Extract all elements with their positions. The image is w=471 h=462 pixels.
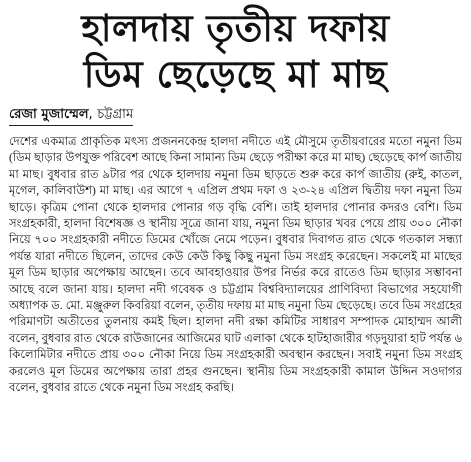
byline-place: চট্টগ্রাম <box>97 107 134 122</box>
byline-author: রেজা মুজাম্মেল <box>9 107 89 122</box>
headline <box>9 6 462 98</box>
headline-line-2: ডিম ছেড়েছে মা মাছ <box>83 53 388 96</box>
article-body: দেশের একমাত্র প্রাকৃতিক মৎস্য প্রজননকেন্দ্র হালদা নদীতে এই মৌসুমে তৃতীয়বারের মতো নমুনা ডিম (ডিম ছাড়ার উপযুক্ত পরিবেশ আছে কিনা সামান্য ডিম ছেড়ে পরীক্ষা করে মা মাছ) ছেড়েছে কার্প জাতীয় মা মাছ। বুধবার রাত ৯টার পর থেকে হালদায় নমুনা ডিম ছাড়তে শুরু করে কার্প জাতীয় (রুই, কাতল, মৃগেল, কালিবাউশ) মা মাছ। এর আগে ৭ এপ্রিল প্রথম দফা ও ২৩-২৪ এপ্রিল দ্বিতীয় দফা নমুনা ডিম ছাড়ে। কৃত্রিম পোনা থেকে হালদার পোনার গড় বৃদ্ধি বেশি। তাই হালদার পোনার কদরও বেশি। ডিম সংগ্রহকারী, হালদা বিশেষজ্ঞ ও স্থানীয় সূত্রে জানা যায়, নমুনা ডিম ছাড়ার খবর পেয়ে প্রায় ৩০০ নৌকা নিয়ে ৭০০ সংগ্রহকারী নদীতে ডিমের খোঁজে নেমে পড়েন। বুধবার দিবাগত রাত থেকে গতকাল সন্ধ্যা পর্যন্ত যারা নদীতে ছিলেন, তাদের কেউ কেউ কিছু কিছু নমুনা ডিম সংগ্রহ করেছেন। সকলেই মা মাছের মূল ডিম ছাড়ার অপেক্ষায় আছেন। তবে আবহাওয়ার উপর নির্ভর করে রাতেও ডিম ছাড়ার সম্ভাবনা আছে বলে জানা যায়। হালদা নদী গবেষক ও চট্টগ্রাম বিশ্ববিদ্যালয়ের প্রাণিবিদ্যা বিভাগের সহযোগী অধ্যাপক ড. মো. মঞ্জুরুল কিবরিয়া বলেন, তৃতীয় দফায় মা মাছ নমুনা ডিম ছেড়েছে। তবে ডিম সংগ্রহের পরিমাণটা অতীতের তুলনায় কমই ছিল। হালদা নদী রক্ষা কমিটির সাধারণ সম্পাদক মোহাম্মদ আলী বলেন, বুধবার রাত থেকে রাউজানের আজিমের ঘাট এলাকা থেকে হাটহাজারীর গড়দুয়ারা হাট পর্যন্ত ৬ কিলোমিটার নদীতে প্রায় ৩০০ নৌকা নিয়ে ডিম সংগ্রহকারী অবস্থান করছেন। সবাই নমুনা ডিম সংগ্রহ করলেও মূল ডিমের অপেক্ষায় তারা প্রহর গুনছেন। স্থানীয় ডিম সংগ্রহকারী কামাল উদ্দিন সওদাগর বলেন, বুধবার রাতে থেকে নমুনা ডিম সংগ্রহ করছি। <box>9 136 462 395</box>
byline-separator: , <box>88 107 93 122</box>
byline <box>9 107 133 126</box>
headline-line-1: হালদায় তৃতীয় দফায় <box>81 7 390 50</box>
